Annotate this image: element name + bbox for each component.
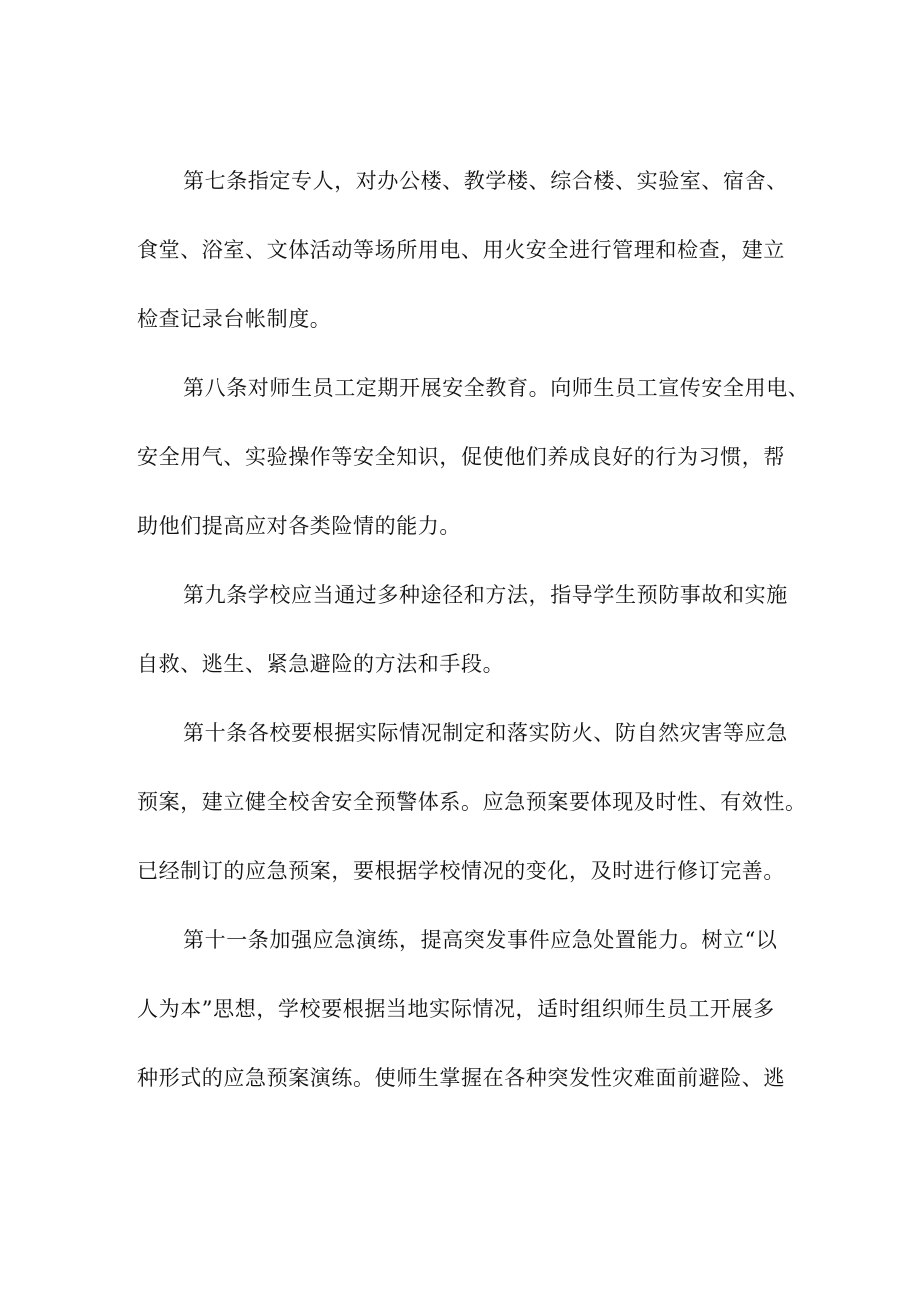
text-line: 已经制订的应急预案，要根据学校情况的变化，及时进行修订完善。 — [137, 859, 785, 883]
text-line: 检查记录台帐制度。 — [137, 307, 332, 331]
text-line: 第八条对师生员工定期开展安全教育。向师生员工宣传安全用电、 — [183, 376, 810, 400]
text-line: 食堂、浴室、文体活动等场所用电、用火安全进行管理和检查，建立 — [137, 238, 785, 262]
text-line: 预案，建立健全校舍安全预警体系。应急预案要体现及时性、有效性。 — [137, 790, 807, 814]
text-line: 第七条指定专人，对办公楼、教学楼、综合楼、实验室、宿舍、 — [183, 169, 788, 193]
paragraph-article-11 — [137, 906, 797, 1113]
paragraph-article-8 — [137, 354, 810, 561]
text-line: 种形式的应急预案演练。使师生掌握在各种突发性灾难面前避险、逃 — [137, 1066, 785, 1090]
text-line: 安全用气、实验操作等安全知识，促使他们养成良好的行为习惯，帮 — [137, 445, 785, 469]
text-line: 第十一条加强应急演练，提高突发事件应急处置能力。树立“以 — [183, 928, 778, 952]
paragraph-article-10 — [137, 699, 807, 906]
text-line: 第十条各校要根据实际情况制定和落实防火、防自然灾害等应急 — [183, 721, 788, 745]
document-body — [137, 147, 810, 1113]
text-line: 第九条学校应当通过多种途径和方法，指导学生预防事故和实施 — [183, 583, 788, 607]
text-line: 自救、逃生、紧急避险的方法和手段。 — [137, 652, 505, 676]
text-line: 助他们提高应对各类险情的能力。 — [137, 514, 461, 538]
paragraph-article-9 — [137, 561, 797, 699]
paragraph-article-7 — [137, 147, 797, 354]
text-line: 人为本”思想，学校要根据当地实际情况，适时组织师生员工开展多 — [137, 997, 775, 1021]
